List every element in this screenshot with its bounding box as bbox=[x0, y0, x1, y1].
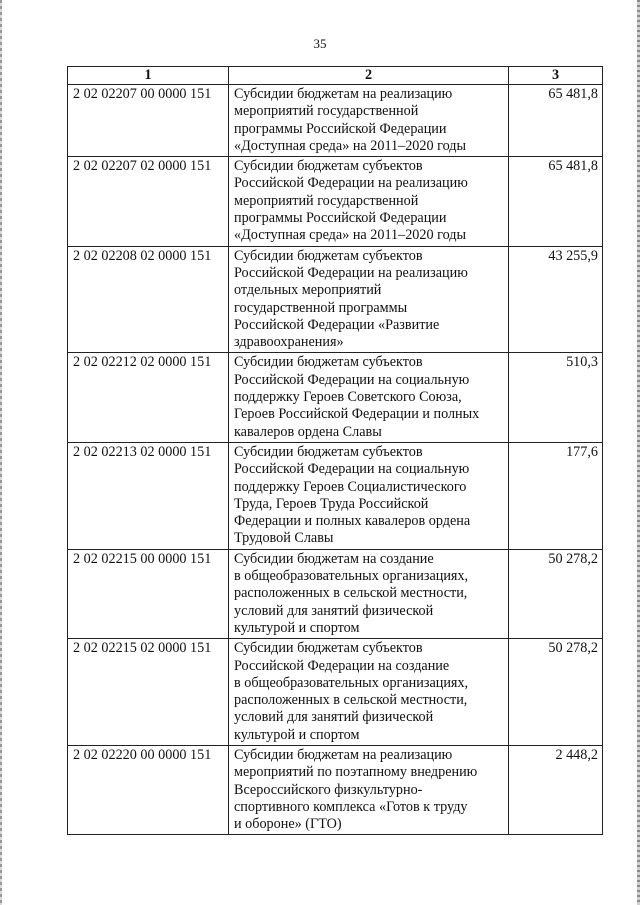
description-line: Российской Федерации на создание bbox=[234, 657, 450, 674]
table-row bbox=[68, 85, 603, 157]
description-line: и обороне» (ГТО) bbox=[234, 816, 342, 833]
classification-code: 2 02 02215 00 0000 151 bbox=[68, 549, 229, 638]
classification-code: 2 02 02208 02 0000 151 bbox=[68, 246, 229, 353]
revenue-description bbox=[229, 442, 509, 549]
description-line: спортивного комплекса «Готов к труду bbox=[234, 798, 468, 815]
description-line: «Доступная среда» на 2011–2020 годы bbox=[234, 227, 467, 244]
amount-value: 2 448,2 bbox=[509, 745, 603, 834]
description-line: мероприятий государственной bbox=[234, 192, 419, 209]
description-line: Субсидии бюджетам субъектов bbox=[234, 247, 423, 264]
description-line: расположенных в сельской местности, bbox=[234, 692, 468, 709]
description-line: Российской Федерации на социальную bbox=[234, 371, 470, 388]
description-line: Российской Федерации на социальную bbox=[234, 461, 470, 478]
revenue-description bbox=[229, 745, 509, 834]
description-line: условий для занятий физической bbox=[234, 602, 434, 619]
description-line: культурой и спортом bbox=[234, 619, 360, 636]
revenue-description bbox=[229, 549, 509, 638]
table-row bbox=[68, 549, 603, 638]
amount-value: 50 278,2 bbox=[509, 639, 603, 746]
description-line: Труда, Героев Труда Российской bbox=[234, 495, 429, 512]
description-line: государственной программы bbox=[234, 299, 408, 316]
revenue-description bbox=[229, 639, 509, 746]
description-line: программы Российской Федерации bbox=[234, 120, 447, 137]
description-line: поддержку Героев Социалистического bbox=[234, 478, 467, 495]
table-row bbox=[68, 745, 603, 834]
description-line: в общеобразовательных организациях, bbox=[234, 568, 469, 585]
table-row bbox=[68, 639, 603, 746]
description-line: Федерации и полных кавалеров ордена bbox=[234, 513, 471, 530]
description-line: Субсидии бюджетам на реализацию bbox=[234, 86, 453, 102]
classification-code: 2 02 02213 02 0000 151 bbox=[68, 442, 229, 549]
revenue-description bbox=[229, 246, 509, 353]
description-line: Субсидии бюджетам субъектов bbox=[234, 640, 423, 657]
classification-code: 2 02 02207 02 0000 151 bbox=[68, 157, 229, 246]
description-line: «Доступная среда» на 2011–2020 годы bbox=[234, 137, 467, 154]
description-line: Субсидии бюджетам на создание bbox=[234, 550, 434, 567]
description-line: Субсидии бюджетам субъектов bbox=[234, 158, 423, 175]
revenue-description bbox=[229, 157, 509, 246]
amount-value: 65 481,8 bbox=[509, 157, 603, 246]
table-row bbox=[68, 246, 603, 353]
description-line: Российской Федерации «Развитие bbox=[234, 316, 440, 333]
budget-table bbox=[67, 66, 603, 835]
description-line: условий для занятий физической bbox=[234, 709, 434, 726]
table-header-row bbox=[68, 67, 603, 85]
classification-code: 2 02 02215 02 0000 151 bbox=[68, 639, 229, 746]
description-line: Субсидии бюджетам субъектов bbox=[234, 354, 423, 371]
column-header-1: 1 bbox=[68, 67, 229, 85]
classification-code: 2 02 02212 02 0000 151 bbox=[68, 353, 229, 442]
description-line: здравоохранения» bbox=[234, 334, 344, 351]
table-row bbox=[68, 353, 603, 442]
classification-code: 2 02 02207 00 0000 151 bbox=[68, 85, 229, 157]
description-line: Всероссийского физкультурно- bbox=[234, 781, 423, 798]
description-line: Героев Российской Федерации и полных bbox=[234, 406, 480, 423]
description-line: мероприятий государственной bbox=[234, 103, 419, 120]
description-line: программы Российской Федерации bbox=[234, 210, 447, 227]
description-line: Трудовой Славы bbox=[234, 530, 334, 547]
description-line: отдельных мероприятий bbox=[234, 282, 382, 299]
classification-code: 2 02 02220 00 0000 151 bbox=[68, 745, 229, 834]
column-header-3: 3 bbox=[509, 67, 603, 85]
description-line: мероприятий по поэтапному внедрению bbox=[234, 764, 478, 781]
description-line: Российской Федерации на реализацию bbox=[234, 175, 468, 192]
description-line: Субсидии бюджетам на реализацию bbox=[234, 746, 453, 763]
amount-value: 43 255,9 bbox=[509, 246, 603, 353]
description-line: Российской Федерации на реализацию bbox=[234, 264, 468, 281]
revenue-description bbox=[229, 353, 509, 442]
page-edge-left bbox=[0, 0, 2, 905]
description-line: расположенных в сельской местности, bbox=[234, 585, 468, 602]
column-header-2: 2 bbox=[229, 67, 509, 85]
page-number: 35 bbox=[313, 36, 327, 51]
amount-value: 65 481,8 bbox=[509, 85, 603, 157]
amount-value: 177,6 bbox=[509, 442, 603, 549]
description-line: Субсидии бюджетам субъектов bbox=[234, 443, 423, 460]
revenue-description bbox=[229, 85, 509, 157]
table-row bbox=[68, 157, 603, 246]
amount-value: 50 278,2 bbox=[509, 549, 603, 638]
amount-value: 510,3 bbox=[509, 353, 603, 442]
description-line: в общеобразовательных организациях, bbox=[234, 674, 469, 691]
table-row bbox=[68, 442, 603, 549]
description-line: кавалеров ордена Славы bbox=[234, 423, 382, 440]
table-body bbox=[68, 85, 603, 835]
description-line: культурой и спортом bbox=[234, 726, 360, 743]
description-line: поддержку Героев Советского Союза, bbox=[234, 389, 462, 406]
